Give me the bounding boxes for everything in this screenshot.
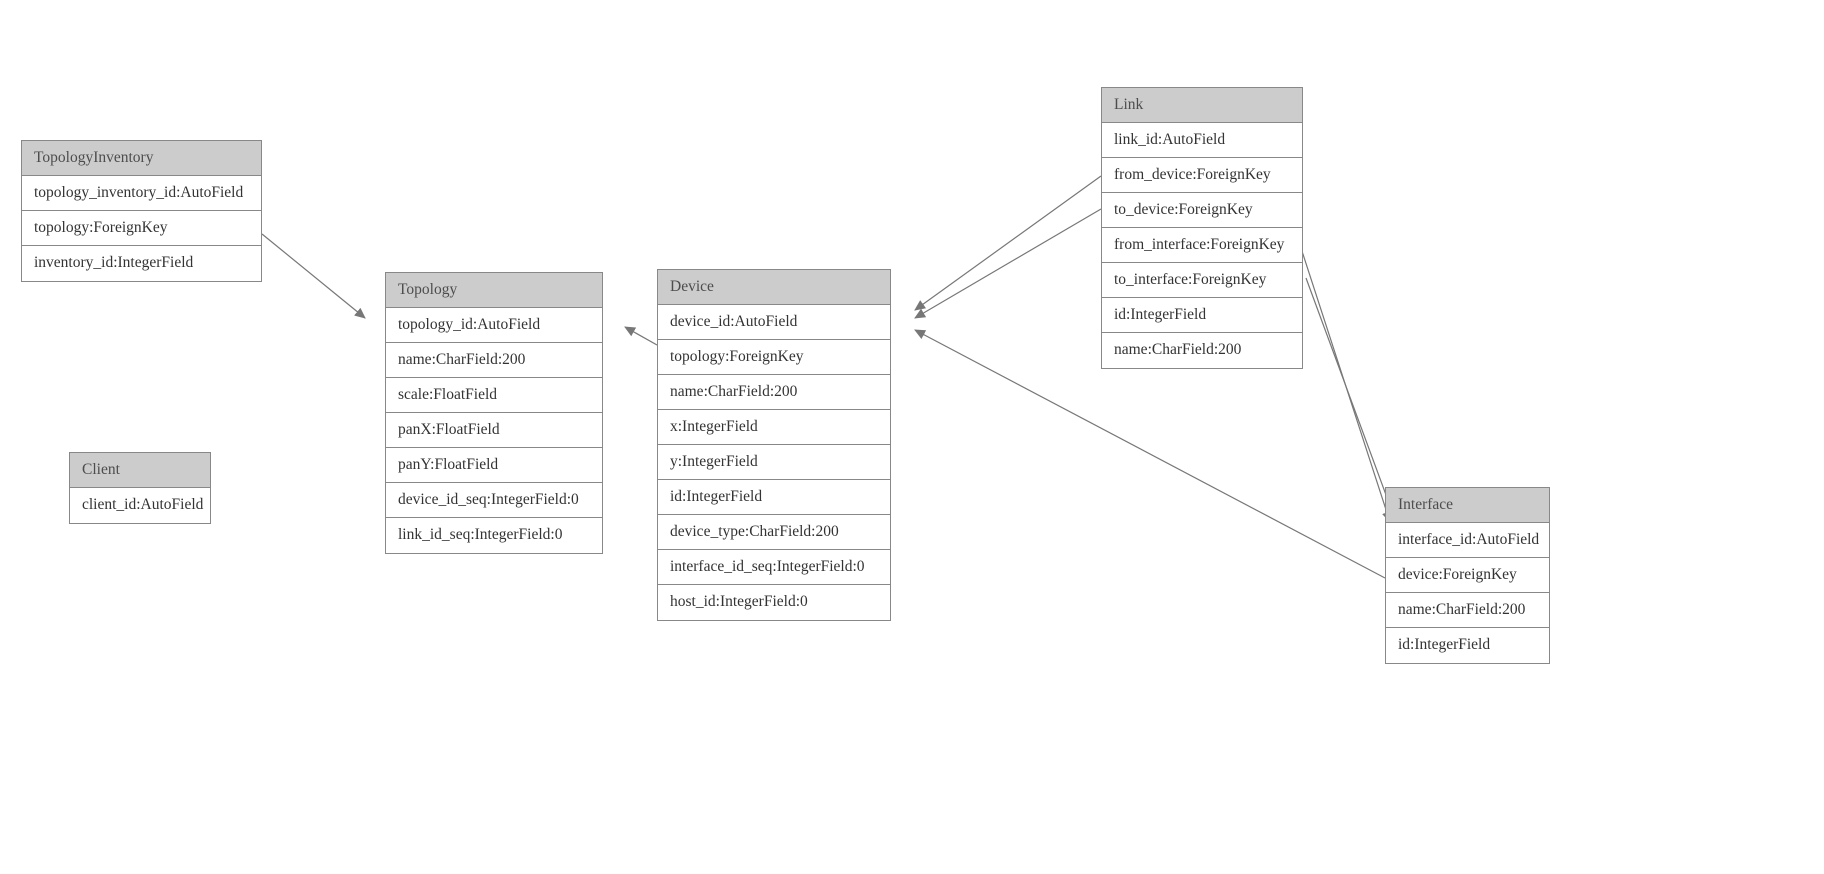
entity-field: topology:ForeignKey (22, 211, 261, 246)
entity-title: Interface (1386, 488, 1549, 523)
edge-link-from-interface (1300, 245, 1390, 522)
entity-field: interface_id:AutoField (1386, 523, 1549, 558)
entity-field: to_device:ForeignKey (1102, 193, 1302, 228)
entity-field: from_device:ForeignKey (1102, 158, 1302, 193)
entity-title: Client (70, 453, 210, 488)
entity-field: link_id_seq:IntegerField:0 (398, 526, 563, 543)
entity-field: interface_id_seq:IntegerField:0 (658, 550, 890, 585)
entity-field: name:CharField:200 (386, 343, 602, 378)
entity-topology[interactable] (385, 272, 603, 554)
edge-link-from-device (915, 176, 1101, 310)
entity-field: device_id:AutoField (658, 305, 890, 340)
entity-title: Device (658, 270, 890, 305)
entity-field: name:CharField:200 (1114, 341, 1242, 358)
entity-title: TopologyInventory (22, 141, 261, 176)
entity-field: panY:FloatField (386, 448, 602, 483)
edge-topologyinventory-topology (262, 234, 365, 318)
entity-field: device:ForeignKey (1386, 558, 1549, 593)
entity-field: link_id:AutoField (1102, 123, 1302, 158)
entity-field: scale:FloatField (386, 378, 602, 413)
entity-field: name:CharField:200 (658, 375, 890, 410)
entity-topologyinventory[interactable] (21, 140, 262, 282)
entity-field: name:CharField:200 (1386, 593, 1549, 628)
entity-field: topology:ForeignKey (658, 340, 890, 375)
entity-field: x:IntegerField (658, 410, 890, 445)
entity-field: client_id:AutoField (82, 496, 204, 513)
entity-field: to_interface:ForeignKey (1102, 263, 1302, 298)
entity-field: id:IntegerField (1102, 298, 1302, 333)
entity-field: id:IntegerField (1398, 636, 1491, 653)
entity-title: Link (1102, 88, 1302, 123)
entity-field: panX:FloatField (386, 413, 602, 448)
entity-field: inventory_id:IntegerField (34, 254, 194, 271)
entity-device[interactable] (657, 269, 891, 621)
entity-field: host_id:IntegerField:0 (670, 593, 808, 610)
edge-link-to-interface (1306, 278, 1396, 522)
entity-client[interactable] (69, 452, 211, 524)
entity-field: from_interface:ForeignKey (1102, 228, 1302, 263)
entity-link[interactable] (1101, 87, 1303, 369)
edge-device-topology (625, 327, 657, 345)
entity-field: y:IntegerField (658, 445, 890, 480)
entity-field: device_id_seq:IntegerField:0 (386, 483, 602, 518)
entity-interface[interactable] (1385, 487, 1550, 664)
edge-link-to-device (915, 209, 1101, 318)
entity-field: device_type:CharField:200 (658, 515, 890, 550)
entity-field: topology_inventory_id:AutoField (22, 176, 261, 211)
entity-title: Topology (386, 273, 602, 308)
entity-field: topology_id:AutoField (386, 308, 602, 343)
entity-field: id:IntegerField (658, 480, 890, 515)
